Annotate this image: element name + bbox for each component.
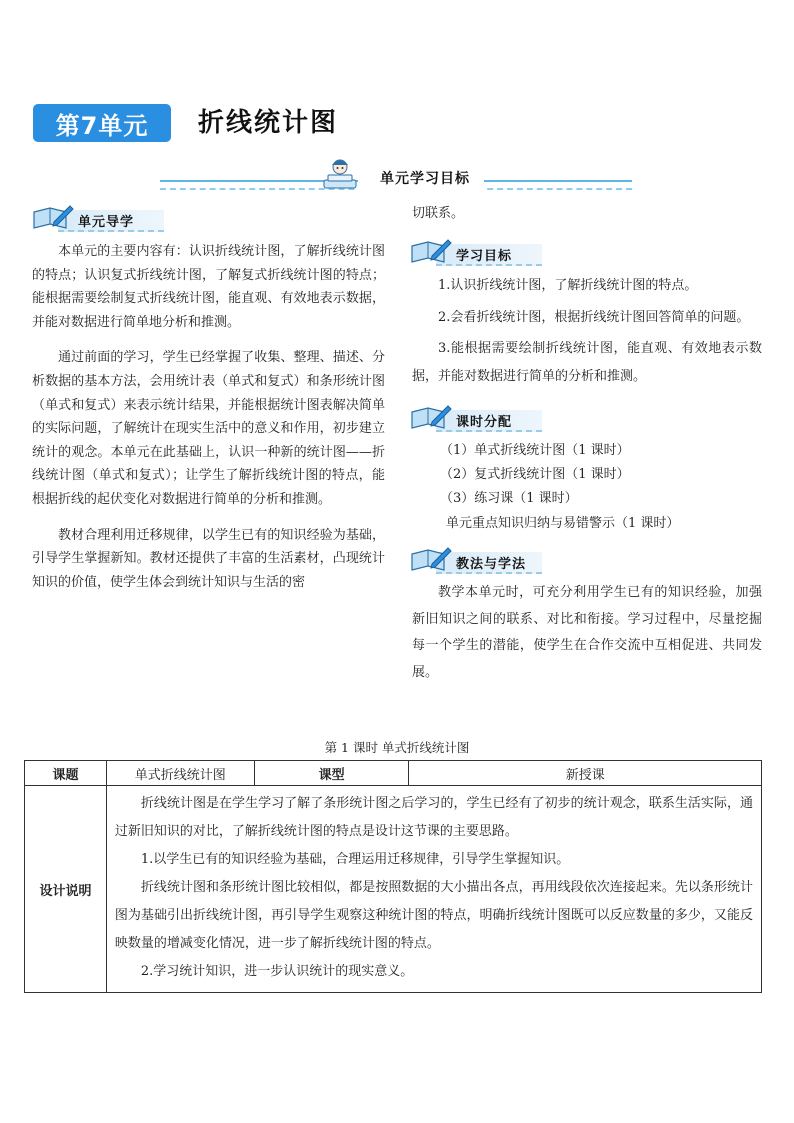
lesson-table (24, 760, 762, 993)
objectives-banner-label: 单元学习目标 (358, 166, 484, 190)
section-label: 课时分配 (456, 415, 513, 430)
book-pencil-icon (32, 204, 74, 232)
schedule-item: 单元重点知识归纳与易错警示（1 课时） (446, 516, 680, 531)
goal-item-text: 3.能根据需要绘制折线统计图，能直观、有效地表示数据，并能对数据进行简单的分析和推测。 (412, 341, 762, 384)
table-row (25, 761, 762, 786)
design-paragraph: 2.学习统计知识，进一步认识统计的现实意义。 (140, 964, 414, 979)
goal-item: 2.会看折线统计图，根据折线统计图回答简单的问题。 (438, 310, 750, 325)
guide-paragraph: 本单元的主要内容有：认识折线统计图，了解折线统计图的特点；认识复式折线统计图，了解复式折线统计图的特点；能根据需要绘制复式折线统计图，能直观、有效地表示数据，并能对数据进行简单地分析和推测。 (32, 244, 385, 330)
section-tag-method (410, 546, 542, 574)
section-tag-goals (410, 238, 542, 266)
topic-label-cell: 课题 (25, 761, 107, 786)
unit-badge: 第7单元 (33, 104, 171, 142)
book-pencil-icon (410, 546, 452, 574)
goal-item (412, 335, 762, 391)
guide-continuation: 切联系。 (412, 206, 465, 221)
goal-item: 1.认识折线统计图，了解折线统计图的特点。 (438, 278, 698, 293)
objectives-banner (160, 156, 632, 192)
design-paragraph: 折线统计图和条形统计图比较相似，都是按照数据的大小描出各点，再用线段依次连接起来。先以条形统计图为基础引出折线统计图，再引导学生观察这种统计图的特点，明确折线统计图既可以反应数量的多少，又能反映数量的增减变化情况，进一步了解折线统计图的特点。 (114, 880, 753, 951)
lesson-title: 第 1 课时 单式折线统计图 (324, 740, 470, 755)
student-mascot-icon (320, 156, 360, 190)
guide-text (32, 240, 385, 594)
section-tag-guide (32, 204, 164, 232)
section-label: 教法与学法 (456, 557, 527, 572)
schedule-item: （2）复式折线统计图（1 课时） (440, 467, 630, 482)
book-pencil-icon (410, 404, 452, 432)
section-tag-schedule (410, 404, 542, 432)
guide-paragraph: 教材合理利用迁移规律，以学生已有的知识经验为基础，引导学生掌握新知。教材还提供了丰富的生活素材，凸现统计知识的价值，使学生体会到统计知识与生活的密 (32, 527, 385, 590)
method-text (412, 580, 762, 686)
type-label-cell: 课型 (254, 761, 409, 786)
schedule-item: （3）练习课（1 课时） (440, 491, 578, 506)
type-value-cell: 新授课 (409, 761, 762, 786)
section-label: 单元导学 (78, 215, 135, 230)
schedule-item: （1）单式折线统计图（1 课时） (440, 443, 630, 458)
table-row (25, 786, 762, 993)
method-paragraph: 教学本单元时，可充分利用学生已有的知识经验，加强新旧知识之间的联系、对比和衔接。学习过程中，尽量挖掘每一个学生的潜能，使学生在合作交流中互相促进、共同发展。 (412, 585, 762, 680)
design-paragraph: 折线统计图是在学生学习了解了条形统计图之后学习的，学生已经有了初步的统计观念，联系生活实际，通过新旧知识的对比，了解折线统计图的特点是设计这节课的主要思路。 (114, 796, 753, 839)
design-paragraph: 1.以学生已有的知识经验为基础，合理运用迁移规律，引导学生掌握知识。 (140, 852, 570, 867)
guide-paragraph: 通过前面的学习，学生已经掌握了收集、整理、描述、分析数据的基本方法，会用统计表（单式和复式）和条形统计图（单式和复式）来表示统计结果，并能根据统计图表解决简单的实际问题，了解统计在现实生活中的意义和作用，初步建立统计的观念。本单元在此基础上，认识一种新的统计图——折线统计图（单式和复式）；让学生了解折线统计图的特点，能根据折线的起伏变化对数据进行简单的分析和推测。 (32, 350, 385, 507)
section-label: 学习目标 (456, 249, 513, 264)
topic-value-cell: 单式折线统计图 (106, 761, 254, 786)
design-description-cell (106, 786, 761, 993)
book-pencil-icon (410, 238, 452, 266)
unit-title: 折线统计图 (198, 108, 339, 138)
design-label-cell: 设计说明 (25, 786, 107, 993)
